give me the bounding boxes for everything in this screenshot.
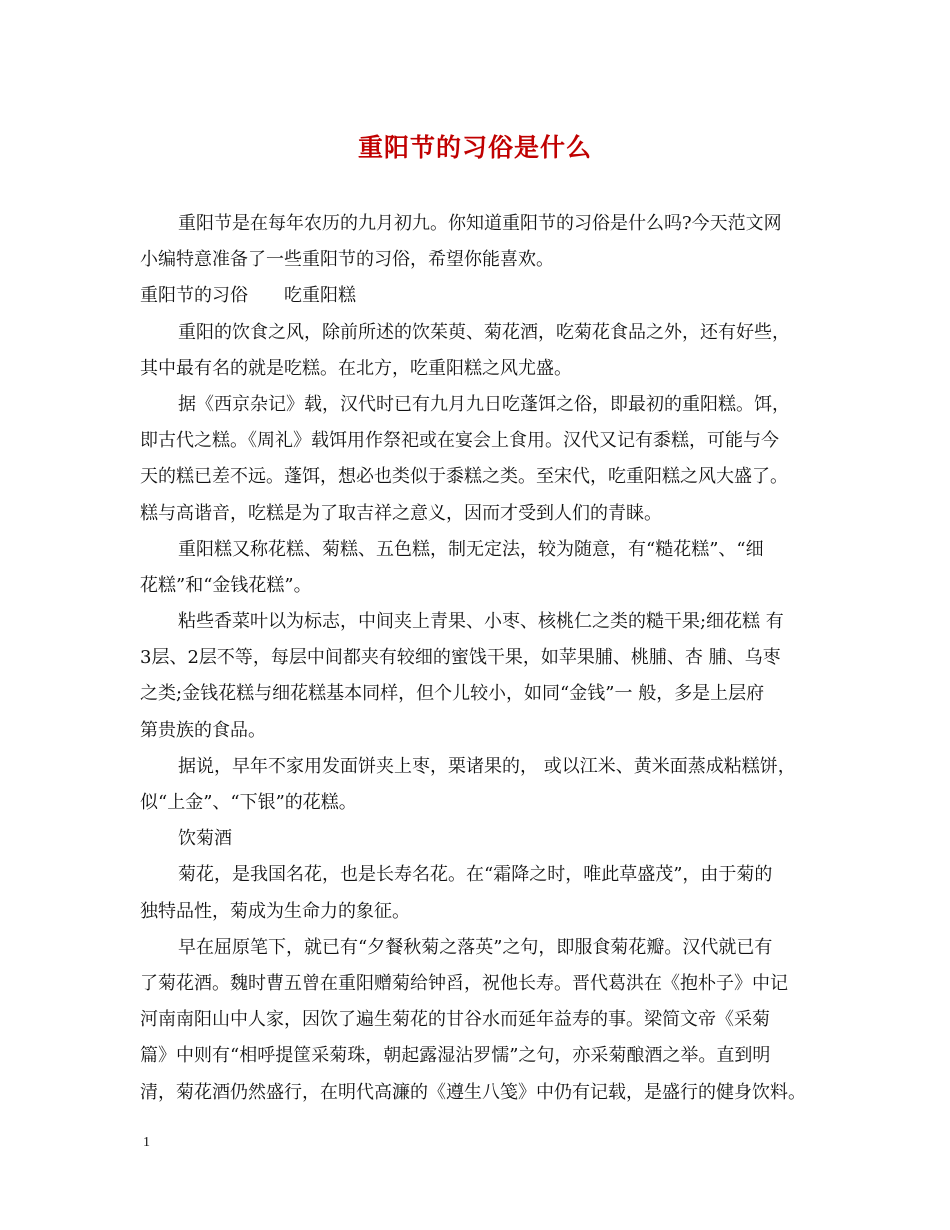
page-number: 1 — [143, 1135, 150, 1150]
text-line: 小编特意准备了一些重阳节的习俗，希望你能喜欢。 — [140, 249, 554, 271]
text-line: 饮菊酒 — [178, 828, 232, 850]
text-line: 早在屈原笔下，就已有“夕餐秋菊之落英”之句，即服食菊花瓣。汉代就已有 — [178, 936, 773, 958]
text-line: 之类;金钱花糕与细花糕基本同样，但个儿较小，如同“金钱”一 般，多是上层府 — [140, 683, 765, 705]
text-line: 重阳糕又称花糕、菊糕、五色糕，制无定法，较为随意，有“糙花糕”、“细 — [178, 538, 764, 560]
text-line: 糕与高谐音，吃糕是为了取吉祥之意义，因而才受到人们的青睐。 — [140, 502, 662, 524]
text-line: 即古代之糕。《周礼》载饵用作祭祀或在宴会上食用。汉代又记有黍糕，可能与今 — [140, 430, 779, 452]
text-line: 重阳节是在每年农历的九月初九。你知道重阳节的习俗是什么吗?今天范文网 — [178, 213, 782, 234]
text-line: 菊花，是我国名花，也是长寿名花。在“霜降之时，唯此草盛茂”，由于菊的 — [178, 864, 773, 886]
text-line: 其中最有名的就是吃糕。在北方，吃重阳糕之风尤盛。 — [140, 357, 572, 379]
text-line: 据说，早年不家用发面饼夹上枣，栗诸果的， 或以江米、黄米面蒸成粘糕饼， — [178, 755, 796, 777]
text-line: 粘些香菜叶以为标志，中间夹上青果、小枣、核桃仁之类的糙干果;细花糕 有 — [178, 611, 784, 633]
document-body — [140, 206, 820, 1111]
text-line: 据《西京杂记》载，汉代时已有九月九日吃蓬饵之俗，即最初的重阳糕。饵， — [178, 393, 790, 415]
text-line: 天的糕已差不远。蓬饵，想必也类似于黍糕之类。至宋代，吃重阳糕之风大盛了。 — [140, 466, 788, 488]
text-line: 重阳节的习俗 吃重阳糕 — [140, 285, 356, 307]
document-title: 重阳节的习俗是什么 — [357, 133, 592, 162]
text-line: 第贵族的食品。 — [140, 719, 266, 741]
text-line: 河南南阳山中人家，因饮了遍生菊花的甘谷水而延年益寿的事。梁简文帝《采菊 — [140, 1009, 770, 1031]
text-line: 篇》中则有“相呼提筐采菊珠，朝起露湿沾罗懦”之句，亦采菊酿酒之举。直到明 — [140, 1045, 771, 1067]
text-line: 清，菊花酒仍然盛行，在明代高濂的《遵生八笺》中仍有记载，是盛行的健身饮料。 — [140, 1081, 806, 1103]
text-line: 花糕”和“金钱花糕”。 — [140, 574, 312, 596]
text-line: 重阳的饮食之风，除前所述的饮茱萸、菊花酒，吃菊花食品之外，还有好些， — [178, 321, 790, 343]
text-line: 似“上金”、“下银”的花糕。 — [140, 792, 357, 813]
text-line: 了菊花酒。魏时曹五曾在重阳赠菊给钟舀，祝他长寿。晋代葛洪在《抱朴子》中记 — [140, 972, 788, 994]
text-line: 3层、2层不等，每层中间都夹有较细的蜜饯干果，如苹果脯、桃脯、杏 脯、乌枣 — [140, 647, 781, 669]
text-line: 独特品性，菊成为生命力的象征。 — [140, 900, 410, 922]
